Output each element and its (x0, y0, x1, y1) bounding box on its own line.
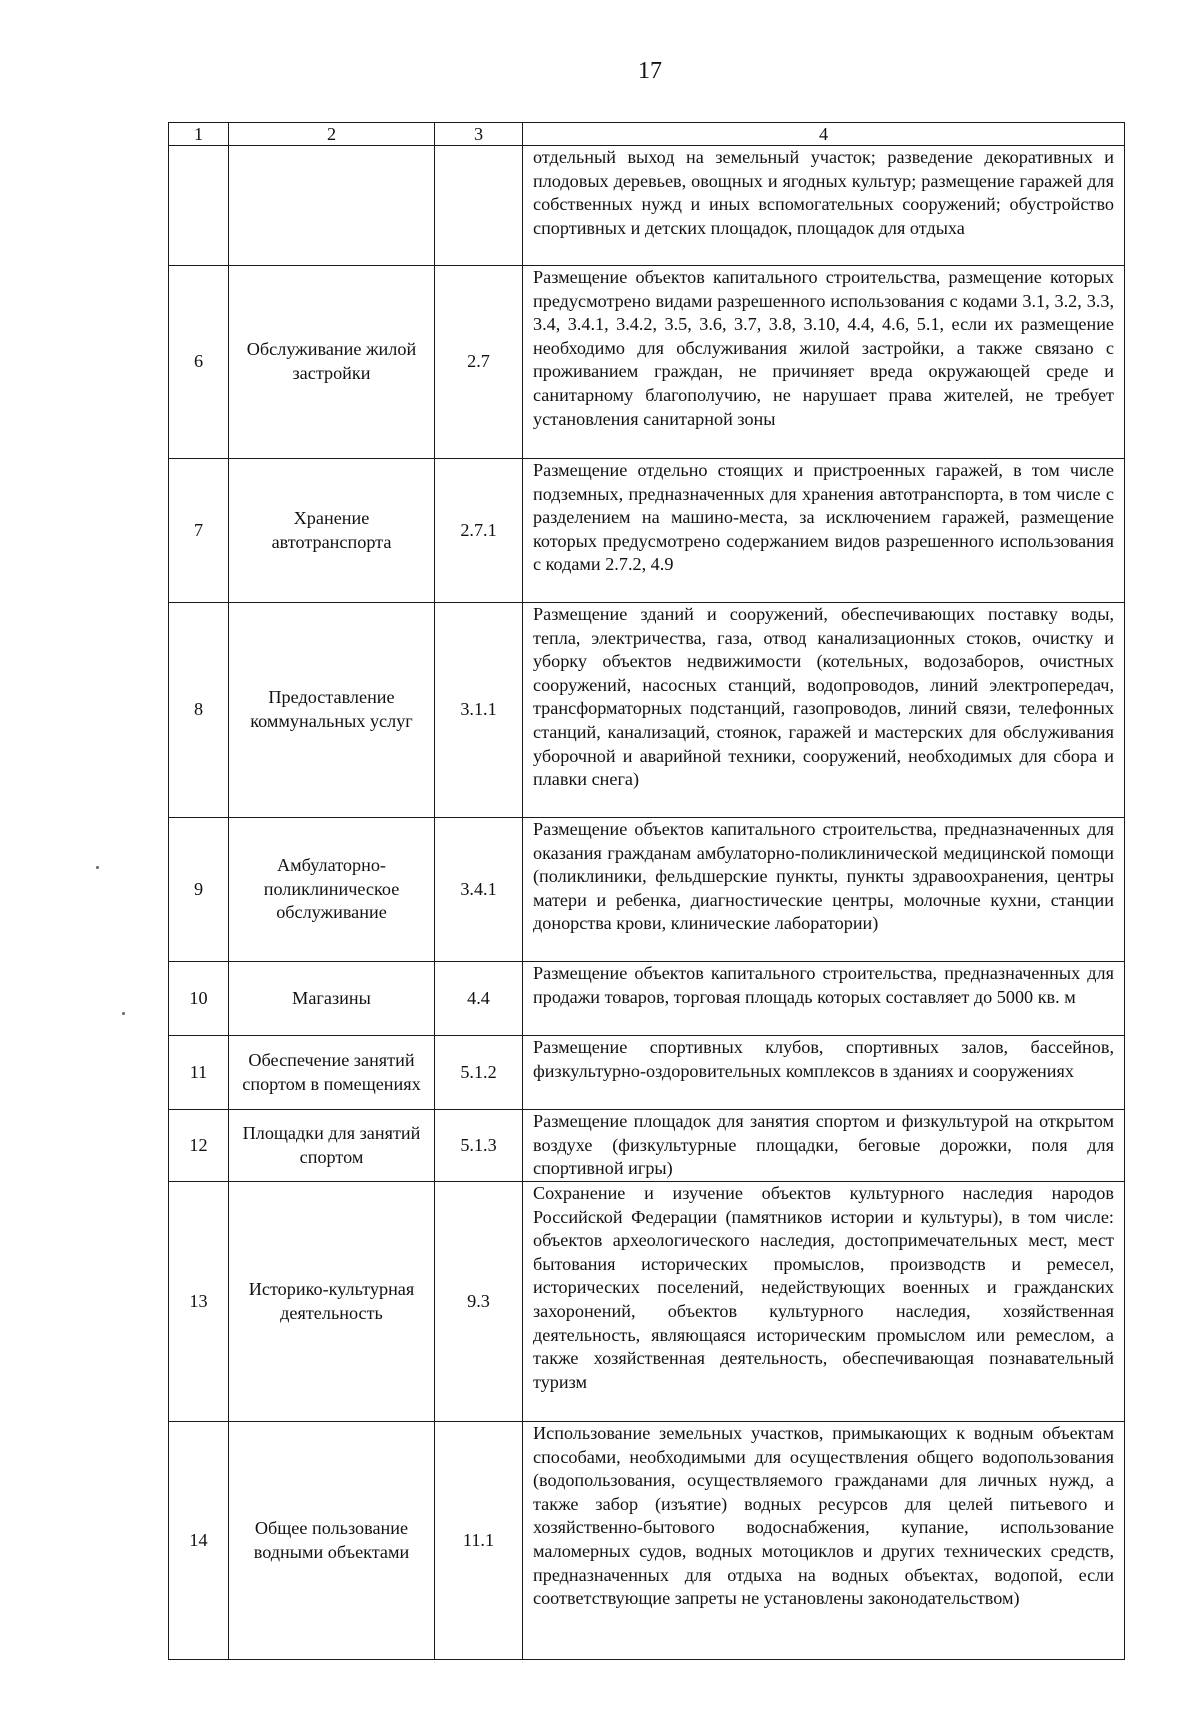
table-row (169, 603, 1125, 818)
row-code: 9.3 (435, 1182, 523, 1422)
row-number: 8 (169, 603, 229, 818)
row-number: 12 (169, 1110, 229, 1182)
header-col-1: 1 (169, 123, 229, 146)
page-number: 17 (638, 58, 662, 84)
row-code: 2.7.1 (435, 459, 523, 603)
row-name: Историко-культурная деятельность (229, 1182, 435, 1422)
row-code: 3.1.1 (435, 603, 523, 818)
row-code: 2.7 (435, 266, 523, 459)
row-name: Обеспечение занятий спортом в помещениях (229, 1036, 435, 1110)
row-description: Размещение объектов капитального строительства, предназначенных для оказания гражданам амбулаторно-поликлинической медицинской помощи (поликлиники, фельдшерские пункты, пункты здравоохранения, центры матери и ребенка, диагностические центры, молочные кухни, станции донорства крови, клинические лаборатории) (523, 818, 1125, 962)
row-description: Размещение отдельно стоящих и пристроенных гаражей, в том числе подземных, предназначенных для хранения автотранспорта, в том числе с разделением на машино-места, за исключением гаражей, размещение которых предусмотрено содержанием видов разрешенного использования с кодами 2.7.2, 4.9 (523, 459, 1125, 603)
row-name: Площадки для занятий спортом (229, 1110, 435, 1182)
row-description: Размещение площадок для занятия спортом и физкультурой на открытом воздухе (физкультурные площадки, беговые дорожки, поля для спортивной игры) (523, 1110, 1125, 1182)
row-name: Общее пользование водными объектами (229, 1422, 435, 1660)
row-name: Амбулаторно-поликлиническое обслуживание (229, 818, 435, 962)
row-description: Размещение зданий и сооружений, обеспечивающих поставку воды, тепла, электричества, газа, отвод канализационных стоков, очистку и уборку объектов недвижимости (котельных, водозаборов, очистных сооружений, насосных станций, водопроводов, линий электропередач, трансформаторных подстанций, газопроводов, линий связи, телефонных станций, канализаций, стоянок, гаражей и мастерских для обслуживания уборочной и аварийной техники, сооружений, необходимых для сбора и плавки снега) (523, 603, 1125, 818)
table-row (169, 1110, 1125, 1182)
row-description: отдельный выход на земельный участок; разведение декоративных и плодовых деревьев, овощных и ягодных культур; размещение гаражей для собственных нужд и иных вспомогательных сооружений; обустройство спортивных и детских площадок, площадок для отдыха (523, 146, 1125, 266)
header-col-3: 3 (435, 123, 523, 146)
header-col-4: 4 (523, 123, 1125, 146)
table-row (169, 818, 1125, 962)
row-code: 3.4.1 (435, 818, 523, 962)
row-description: Размещение спортивных клубов, спортивных залов, бассейнов, физкультурно-оздоровительных комплексов в зданиях и сооружениях (523, 1036, 1125, 1110)
row-description: Размещение объектов капитального строительства, предназначенных для продажи товаров, торговая площадь которых составляет до 5000 кв. м (523, 962, 1125, 1036)
row-name: Обслуживание жилой застройки (229, 266, 435, 459)
row-number (169, 146, 229, 266)
row-code: 5.1.2 (435, 1036, 523, 1110)
row-code: 4.4 (435, 962, 523, 1036)
row-name (229, 146, 435, 266)
scan-speck (96, 866, 99, 869)
row-number: 9 (169, 818, 229, 962)
table-header-row (169, 123, 1125, 146)
table-row (169, 459, 1125, 603)
row-number: 7 (169, 459, 229, 603)
table-row (169, 1182, 1125, 1422)
row-description: Использование земельных участков, примыкающих к водным объектам способами, необходимыми для осуществления общего водопользования (водопользования, осуществляемого гражданами для личных нужд, а также забор (изъятие) водных ресурсов для целей питьевого и хозяйственно-бытового водоснабжения, купание, использование маломерных судов, водных мотоциклов и других технических средств, предназначенных для отдыха на водных объектах, водопой, если соответствующие запреты не установлены законодательством) (523, 1422, 1125, 1660)
table-row (169, 266, 1125, 459)
row-name: Магазины (229, 962, 435, 1036)
header-col-2: 2 (229, 123, 435, 146)
row-description: Размещение объектов капитального строительства, размещение которых предусмотрено видами разрешенного использования с кодами 3.1, 3.2, 3.3, 3.4, 3.4.1, 3.4.2, 3.5, 3.6, 3.7, 3.8, 3.10, 4.4, 4.6, 5.1, если их размещение необходимо для обслуживания жилой застройки, а также связано с проживанием граждан, не причиняет вреда окружающей среде и санитарному благополучию, не нарушает права жителей, не требует установления санитарной зоны (523, 266, 1125, 459)
land-use-table (168, 122, 1125, 1660)
row-number: 11 (169, 1036, 229, 1110)
table-row (169, 962, 1125, 1036)
scan-speck (122, 1012, 125, 1015)
row-code (435, 146, 523, 266)
row-code: 5.1.3 (435, 1110, 523, 1182)
row-description: Сохранение и изучение объектов культурного наследия народов Российской Федерации (памятников истории и культуры), в том числе: объектов археологического наследия, достопримечательных мест, мест бытования исторических промыслов, производств и ремесел, исторических поселений, недействующих военных и гражданских захоронений, объектов культурного наследия, хозяйственная деятельность, являющаяся историческим промыслом или ремеслом, а также хозяйственная деятельность, обеспечивающая познавательный туризм (523, 1182, 1125, 1422)
table-row (169, 1036, 1125, 1110)
row-number: 13 (169, 1182, 229, 1422)
row-number: 6 (169, 266, 229, 459)
row-number: 10 (169, 962, 229, 1036)
row-number: 14 (169, 1422, 229, 1660)
row-name: Предоставление коммунальных услуг (229, 603, 435, 818)
table-body (169, 123, 1125, 1660)
row-code: 11.1 (435, 1422, 523, 1660)
table-row (169, 146, 1125, 266)
row-name: Хранение автотранспорта (229, 459, 435, 603)
table-row (169, 1422, 1125, 1660)
